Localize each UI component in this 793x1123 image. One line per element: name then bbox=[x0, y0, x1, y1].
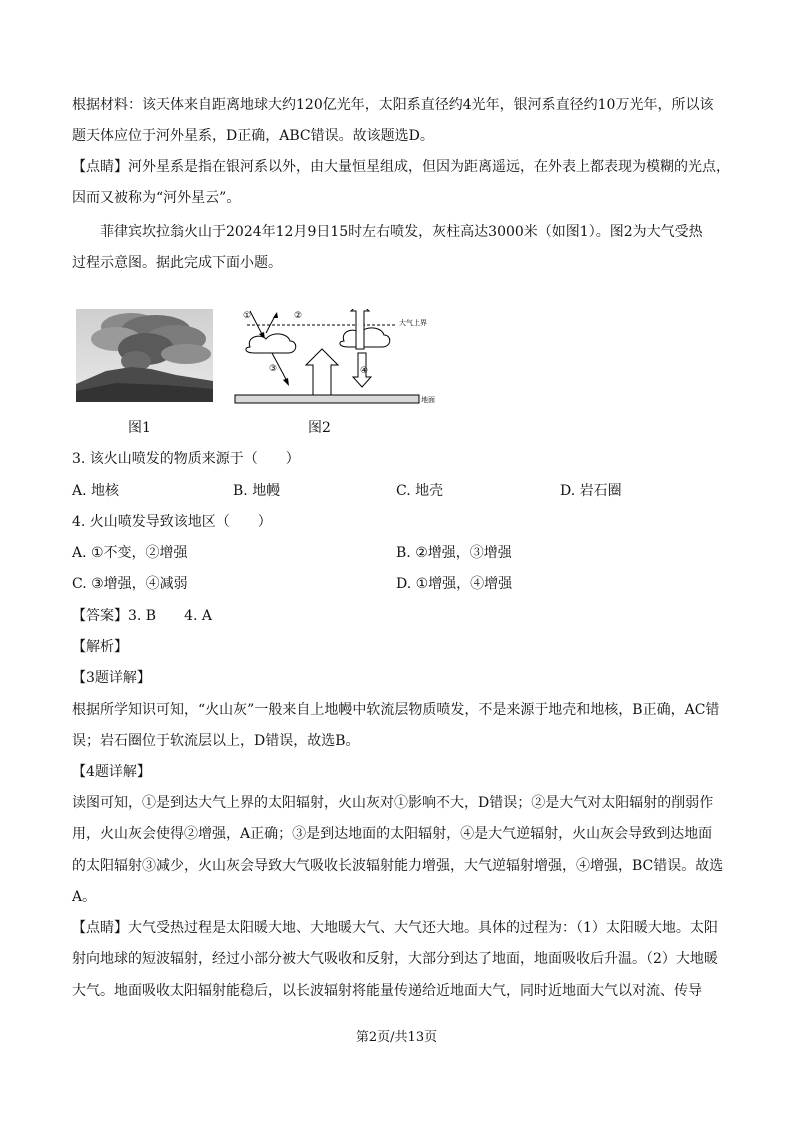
q4-detail-text: A。 bbox=[72, 889, 97, 905]
text-line: 根据材料：该天体来自距离地球大约120亿光年，太阳系直径约4光年，银河系直径约10万光年，所以该 bbox=[72, 97, 714, 113]
figure-1-caption: 图1 bbox=[128, 420, 151, 436]
q3-detail-text: 根据所学知识可知，“火山灰”一般来自上地幔中软流层物质喷发，不是来源于地壳和地核，B正确，AC错 bbox=[72, 702, 720, 718]
tip-text: 【点睛】大气受热过程是太阳暖大地、大地暖大气、大气还大地。具体的过程为：（1）太阳暖大地。太阳 bbox=[72, 920, 718, 936]
label-3: ③ bbox=[269, 364, 278, 374]
q3-option-b: B. 地幔 bbox=[233, 483, 281, 499]
question-3: 3. 该火山喷发的物质来源于（ ） bbox=[72, 451, 300, 467]
question-4: 4. 火山喷发导致该地区（ ） bbox=[72, 514, 272, 530]
material-intro: 菲律宾坎拉翁火山于2024年12月9日15时左右喷发，灰柱高达3000米（如图1）。图2为大气受热 bbox=[100, 224, 703, 240]
page-footer: 第2页/共13页 bbox=[355, 1030, 438, 1045]
label-2: ② bbox=[294, 311, 303, 321]
tip-text: 射向地球的短波辐射，经过小部分被大气吸收和反射，大部分到达了地面，地面吸收后升温。（2）大地暖 bbox=[72, 951, 718, 967]
label-ground: 地面 bbox=[421, 396, 435, 404]
q4-option-d: D. ①增强，④增强 bbox=[396, 576, 513, 592]
analysis-heading: 【解析】 bbox=[72, 639, 128, 655]
q4-detail-heading: 【4题详解】 bbox=[72, 764, 151, 780]
label-atmosphere-top: 大气上界 bbox=[399, 319, 427, 327]
q3-option-c: C. 地壳 bbox=[396, 483, 444, 499]
q4-detail-text: 读图可知，①是到达大气上界的太阳辐射，火山灰对①影响不大，D错误；②是大气对太阳辐射的削弱作 bbox=[72, 795, 714, 811]
q4-option-c: C. ③增强，④减弱 bbox=[72, 576, 188, 592]
text-line: 题天体应位于河外星系，D正确，ABC错误。故该题选D。 bbox=[72, 128, 434, 144]
material-intro: 过程示意图。据此完成下面小题。 bbox=[72, 255, 282, 271]
answer-line: 【答案】3. B 4. A bbox=[72, 608, 213, 624]
figure-2-caption: 图2 bbox=[308, 420, 331, 436]
tip-line: 【点睛】河外星系是指在银河系以外，由大量恒星组成，但因为距离遥远，在外表上都表现为模糊的光点， bbox=[72, 159, 730, 175]
q3-detail-heading: 【3题详解】 bbox=[72, 670, 151, 686]
text-line: 因而又被称为“河外星云”。 bbox=[72, 190, 241, 206]
q4-detail-text: 的太阳辐射③减少，火山灰会导致大气吸收长波辐射能力增强，大气逆辐射增强，④增强，BC错误。故选 bbox=[72, 858, 724, 874]
label-1: ① bbox=[243, 311, 252, 321]
q3-option-d: D. 岩石圈 bbox=[560, 483, 622, 499]
label-4: ④ bbox=[360, 366, 369, 376]
tip-text: 大气。地面吸收太阳辐射能稳后，以长波辐射将能量传递给近地面大气，同时近地面大气以对流、传导 bbox=[72, 983, 702, 999]
q4-option-a: A. ①不变，②增强 bbox=[72, 545, 188, 561]
q4-detail-text: 用，火山灰会使得②增强，A正确；③是到达地面的太阳辐射，④是大气逆辐射，火山灰会导致到达地面 bbox=[72, 826, 713, 842]
q3-detail-text: 误；岩石圈位于软流层以上，D错误，故选B。 bbox=[72, 733, 360, 749]
q4-option-b: B. ②增强，③增强 bbox=[396, 545, 512, 561]
q3-option-a: A. 地核 bbox=[72, 483, 120, 499]
atmosphere-heating-diagram bbox=[232, 309, 472, 407]
volcano-photo bbox=[76, 309, 213, 402]
